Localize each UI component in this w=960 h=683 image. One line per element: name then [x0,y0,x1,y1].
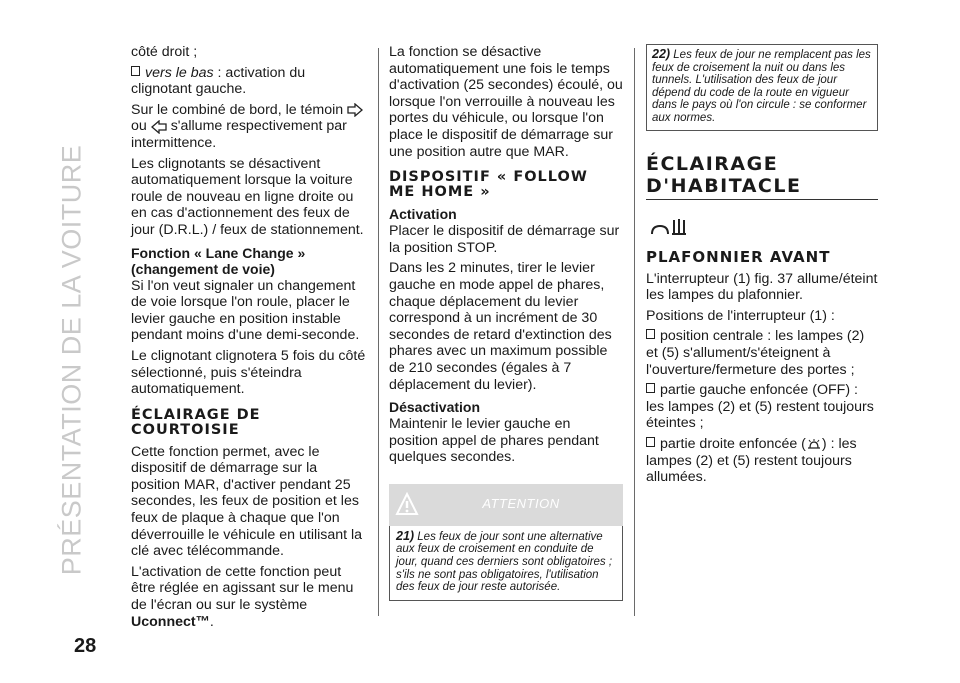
column-1 [131,44,367,634]
attention-banner [389,484,623,526]
paragraph: L'interrupteur (1) fig. 37 allume/éteint les lampes du plafonnier. [646,270,878,304]
side-section-title: PRÉSENTATION DE LA VOITURE [56,144,87,576]
section-heading: Fonction « Lane Change » (changement de voie) [131,244,306,277]
paragraph [131,102,367,152]
section-heading: PLAFONNIER AVANT [646,247,831,266]
text: Sur le combiné de bord, le témoin [131,101,344,118]
paragraph: Les clignotants se désactivent automatiquement lorsque la voiture roule de nouveau en ligne droite ou en cas d'actionnement des feux de jour (D.R.L.) / feux de stationnement. [131,155,364,238]
bullet-item: position centrale : les lampes (2) et (5) s'allument/s'éteignent à l'ouverture/fermeture des portes ; [646,328,865,378]
column-divider [378,48,379,616]
paragraph: Le clignotant clignotera 5 fois du côté sélectionné, puis s'éteindra automatiquement. [131,347,366,398]
paragraph: L'activation de cette fonction peut être réglée en agissant sur le menu de l'écran ou sur le système Uconnect™. [131,563,354,630]
subsection-heading: Désactivation [389,399,481,416]
paragraph: côté droit ; [131,44,198,60]
text: ou [131,118,147,135]
bullet-item: partie droite enfoncée ( ) : les lampes (2) et (5) restent toujours allumées. [646,435,857,486]
bullet-square-icon [646,383,655,393]
left-turn-arrow-icon [151,120,167,134]
bullet-emphasis: vers le bas [145,64,214,81]
bullet-text: : activation du clignotant gauche. [131,64,306,98]
text: s'allume respectivement par intermittence. [131,118,347,151]
bullet-item [131,65,367,98]
attention-note: 21) Les feux de jour sont une alternative aux feux de croisement en conduite de jour, quand ces derniers sont obligatoires ; s'ils ne sont pas obligatoires, l'utilisation des feux de jour reste autorisée. [389,526,623,601]
paragraph: Maintenir le levier gauche en position appel de phares pendant quelques secondes. [389,416,599,466]
column-divider [634,48,635,616]
bullet-square-icon [131,66,140,76]
lamp-on-icon [806,438,822,450]
paragraph: Si l'on veut signaler un changement de voie lorsque l'on roule, placer le levier gauche en position instable pendant moins d'une demi-seconde. [131,277,360,344]
right-turn-arrow-icon [347,103,363,117]
section-heading: ÉCLAIRAGE DE COURTOISIE [131,406,261,438]
bullet-square-icon [646,329,655,339]
paragraph: Positions de l'interrupteur (1) : [646,307,835,324]
subsection-heading: Activation [389,206,457,223]
note-box: 22) Les feux de jour ne remplacent pas les feux de croisement la nuit ou dans les tunnels. L'utilisation des feux de jour dépend du code de la route en vigueur dans le pays où l'on circule : se conformer aux normes. [646,44,878,131]
chapter-heading: ÉCLAIRAGE D'HABITACLE [646,153,878,200]
column-2 [389,44,623,601]
section-heading: DISPOSITIF « FOLLOW ME HOME » [389,169,588,201]
bullet-square-icon [646,437,655,447]
attention-label: ATTENTION [482,495,560,511]
bullet-item: partie gauche enfoncée (OFF) : les lampes (2) et (5) restent toujours éteintes ; [646,382,874,432]
paragraph: Cette fonction permet, avec le dispositif de démarrage sur la position MAR, d'activer pendant 25 secondes, les feux de position et les feux de plaque à chaque que l'on déverrouille le véhicule en utilisant la clé avec télécommande. [131,443,363,560]
paragraph: Placer le dispositif de démarrage sur la position STOP. [389,223,620,256]
paragraph: Dans les 2 minutes, tirer le levier gauche en mode appel de phares, chaque déplacement du levier correspond à un incrément de 30 secondes de retard d'extinction des phares avec un maximum possible de 210 secondes (égales à 7 déplacement du levier). [389,260,612,393]
page-number: 28 [74,635,97,657]
paragraph: La fonction se désactive automatiquement une fois le temps d'activation (25 secondes) écoulé, ou lorsque l'on verrouille à nouveau les portes du véhicule, ou lorsque l'on place le dispositif de démarrage sur une position autre que MAR. [389,44,623,160]
interior-light-icon [648,216,690,238]
column-3 [646,44,878,490]
